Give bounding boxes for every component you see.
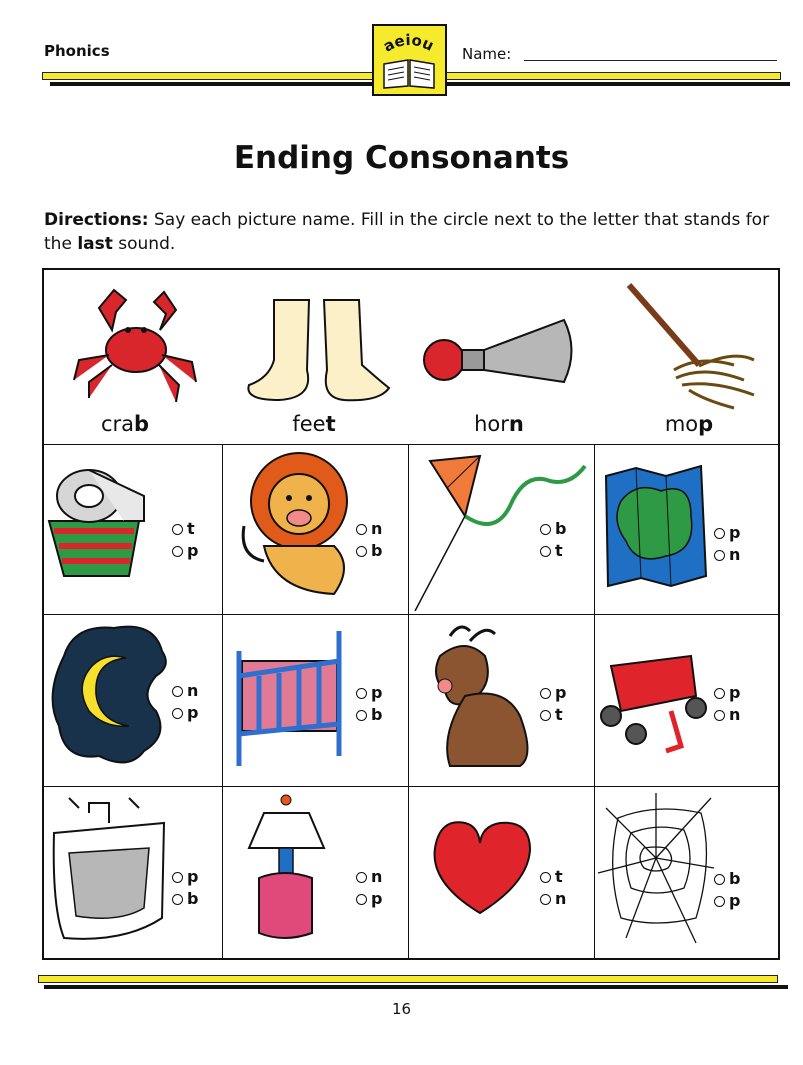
answer-option[interactable] bbox=[356, 540, 382, 562]
spider-web-icon bbox=[596, 788, 716, 953]
worksheet-grid bbox=[42, 268, 780, 960]
cell-heart bbox=[410, 788, 594, 958]
answer-letter: b bbox=[187, 889, 199, 908]
cell-lion bbox=[224, 446, 408, 614]
answer-bubble[interactable] bbox=[540, 894, 551, 905]
answer-bubble[interactable] bbox=[172, 686, 183, 697]
answer-letter: p bbox=[371, 683, 383, 702]
example-word: horn bbox=[474, 412, 524, 436]
sink-tub-icon bbox=[44, 788, 174, 953]
answer-option[interactable] bbox=[172, 680, 198, 702]
directions bbox=[44, 208, 789, 256]
answer-letter: p bbox=[187, 541, 199, 560]
answer-letter: p bbox=[187, 703, 199, 722]
grid-divider bbox=[408, 444, 409, 958]
footer-rule bbox=[38, 975, 778, 983]
answer-options bbox=[714, 682, 740, 726]
answer-bubble[interactable] bbox=[714, 896, 725, 907]
answer-letter: p bbox=[729, 683, 741, 702]
answer-option[interactable] bbox=[540, 518, 566, 540]
answer-option[interactable] bbox=[540, 540, 566, 562]
answer-letter: b bbox=[371, 541, 383, 560]
name-field[interactable] bbox=[524, 60, 777, 61]
header-rule-right bbox=[446, 72, 781, 80]
example-horn bbox=[414, 270, 594, 444]
header-rule-left bbox=[42, 72, 374, 80]
grid-divider bbox=[44, 614, 778, 615]
cell-kite bbox=[410, 446, 594, 614]
answer-letter: p bbox=[555, 683, 567, 702]
moon-icon bbox=[44, 616, 174, 776]
cell-moon bbox=[44, 616, 222, 786]
answer-option[interactable] bbox=[540, 682, 566, 704]
heart-icon bbox=[410, 788, 540, 953]
answer-bubble[interactable] bbox=[356, 524, 367, 535]
answer-option[interactable] bbox=[714, 868, 740, 890]
answer-bubble[interactable] bbox=[356, 894, 367, 905]
answer-bubble[interactable] bbox=[172, 708, 183, 719]
cell-tape bbox=[44, 446, 222, 614]
svg-text:aeiou bbox=[380, 31, 436, 56]
answer-letter: n bbox=[729, 705, 741, 724]
answer-options bbox=[172, 518, 198, 562]
footer-rule-shadow bbox=[44, 985, 788, 989]
answer-option[interactable] bbox=[172, 518, 198, 540]
subject-label: Phonics bbox=[44, 42, 110, 60]
example-crab bbox=[64, 270, 224, 444]
answer-bubble[interactable] bbox=[172, 546, 183, 557]
answer-bubble[interactable] bbox=[356, 872, 367, 883]
answer-option[interactable] bbox=[172, 866, 198, 888]
answer-letter: t bbox=[555, 705, 563, 724]
grid-divider bbox=[594, 444, 595, 958]
example-feet bbox=[229, 270, 409, 444]
answer-letter: n bbox=[729, 545, 741, 564]
answer-options bbox=[172, 680, 198, 724]
answer-option[interactable] bbox=[172, 888, 198, 910]
answer-option[interactable] bbox=[356, 866, 382, 888]
example-word: feet bbox=[292, 412, 336, 436]
answer-letter: p bbox=[729, 523, 741, 542]
cell-crib bbox=[224, 616, 408, 786]
answer-bubble[interactable] bbox=[540, 710, 551, 721]
answer-letter: t bbox=[555, 541, 563, 560]
answer-bubble[interactable] bbox=[540, 546, 551, 557]
answer-option[interactable] bbox=[714, 522, 740, 544]
grid-divider bbox=[44, 786, 778, 787]
answer-option[interactable] bbox=[356, 704, 382, 726]
answer-options bbox=[540, 866, 566, 910]
answer-option[interactable] bbox=[714, 890, 740, 912]
answer-options bbox=[356, 518, 382, 562]
example-word: mop bbox=[664, 412, 714, 436]
directions-text-end: sound. bbox=[112, 234, 176, 254]
answer-bubble[interactable] bbox=[714, 550, 725, 561]
answer-letter: b bbox=[371, 705, 383, 724]
lamp-icon bbox=[224, 788, 344, 953]
directions-emphasis: last bbox=[77, 234, 113, 254]
map-icon bbox=[596, 446, 716, 606]
answer-bubble[interactable] bbox=[172, 524, 183, 535]
answer-bubble[interactable] bbox=[714, 528, 725, 539]
answer-letter: p bbox=[371, 889, 383, 908]
answer-letter: n bbox=[555, 889, 567, 908]
grid-divider bbox=[222, 444, 223, 958]
example-mop bbox=[604, 270, 779, 444]
answer-options bbox=[540, 682, 566, 726]
answer-option[interactable] bbox=[356, 682, 382, 704]
cell-lamp bbox=[224, 788, 408, 958]
answer-options bbox=[172, 866, 198, 910]
lion-icon bbox=[224, 446, 354, 606]
answer-bubble[interactable] bbox=[540, 872, 551, 883]
answer-options bbox=[356, 866, 382, 910]
horn-icon bbox=[414, 270, 584, 410]
crib-icon bbox=[224, 616, 354, 776]
wagon-icon bbox=[596, 616, 716, 776]
answer-letter: p bbox=[187, 867, 199, 886]
answer-letter: p bbox=[729, 891, 741, 910]
goat-icon bbox=[410, 616, 550, 776]
page-number: 16 bbox=[391, 1000, 412, 1018]
answer-letter: t bbox=[187, 519, 195, 538]
answer-letter: t bbox=[555, 867, 563, 886]
answer-options bbox=[356, 682, 382, 726]
header-rule-right-shadow bbox=[446, 82, 790, 86]
answer-option[interactable] bbox=[540, 866, 566, 888]
answer-option[interactable] bbox=[356, 518, 382, 540]
grid-divider bbox=[44, 444, 778, 445]
cell-map bbox=[596, 446, 778, 614]
answer-bubble[interactable] bbox=[356, 710, 367, 721]
answer-option[interactable] bbox=[714, 544, 740, 566]
answer-options bbox=[714, 522, 740, 566]
answer-option[interactable] bbox=[172, 540, 198, 562]
answer-letter: n bbox=[187, 681, 199, 700]
header-rule-left-shadow bbox=[50, 82, 374, 86]
answer-bubble[interactable] bbox=[172, 872, 183, 883]
cell-web bbox=[596, 788, 778, 958]
answer-bubble[interactable] bbox=[356, 546, 367, 557]
answer-bubble[interactable] bbox=[714, 688, 725, 699]
vowel-book-logo bbox=[372, 24, 447, 96]
name-label: Name: bbox=[462, 45, 512, 63]
answer-option[interactable] bbox=[540, 888, 566, 910]
answer-options bbox=[714, 868, 740, 912]
crab-icon bbox=[64, 270, 214, 410]
answer-bubble[interactable] bbox=[540, 524, 551, 535]
answer-letter: n bbox=[371, 867, 383, 886]
answer-bubble[interactable] bbox=[714, 710, 725, 721]
page-title: Ending Consonants bbox=[233, 140, 570, 176]
logo-text: aeiou bbox=[380, 30, 437, 56]
answer-option[interactable] bbox=[172, 702, 198, 724]
answer-bubble[interactable] bbox=[540, 688, 551, 699]
cell-goat bbox=[410, 616, 594, 786]
answer-options bbox=[540, 518, 566, 562]
answer-option[interactable] bbox=[714, 704, 740, 726]
answer-option[interactable] bbox=[356, 888, 382, 910]
mop-icon bbox=[604, 270, 774, 410]
answer-bubble[interactable] bbox=[172, 894, 183, 905]
answer-option[interactable] bbox=[540, 704, 566, 726]
answer-bubble[interactable] bbox=[714, 874, 725, 885]
answer-letter: b bbox=[555, 519, 567, 538]
tape-icon bbox=[44, 446, 169, 606]
feet-icon bbox=[229, 270, 399, 410]
cell-tub bbox=[44, 788, 222, 958]
directions-label: Directions: bbox=[44, 210, 149, 230]
directions-text: Say each picture name. Fill in the circle next to the letter that stands for the bbox=[44, 210, 770, 254]
example-word: crab bbox=[100, 412, 150, 436]
cell-wagon bbox=[596, 616, 778, 786]
answer-bubble[interactable] bbox=[356, 688, 367, 699]
answer-letter: b bbox=[729, 869, 741, 888]
answer-letter: n bbox=[371, 519, 383, 538]
answer-option[interactable] bbox=[714, 682, 740, 704]
